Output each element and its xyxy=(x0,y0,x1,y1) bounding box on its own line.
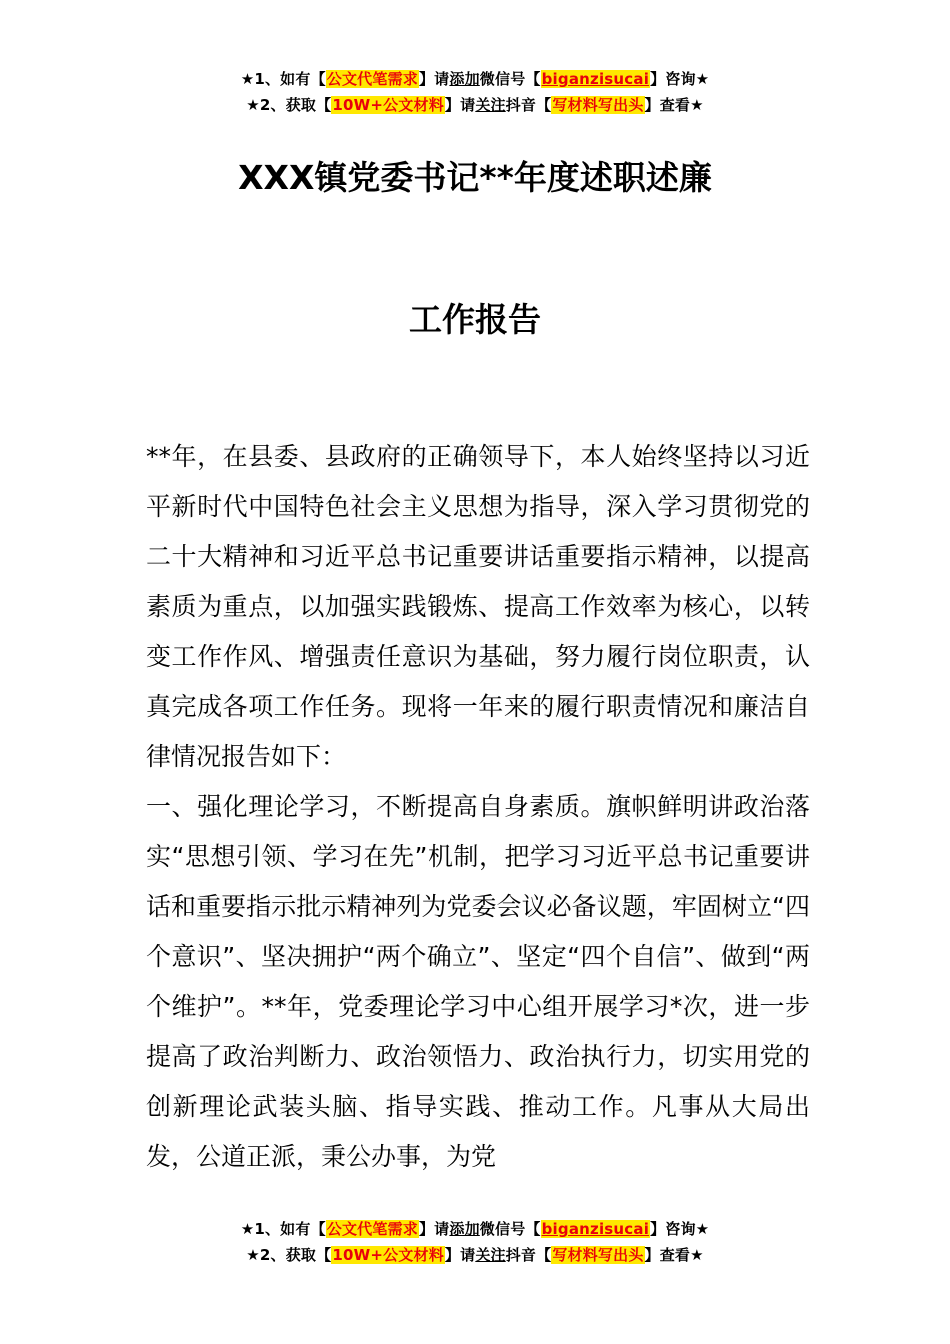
document-body xyxy=(146,432,810,1182)
footer-banner xyxy=(0,1216,950,1268)
banner-line-1: ★1、如有【公文代笔需求】请添加微信号【biganzisucai】咨询★ xyxy=(240,70,710,88)
page-title-line-2: 工作报告 xyxy=(409,300,541,339)
banner-line-2: ★2、获取【10W+公文材料】请关注抖音【写材料写出头】查看★ xyxy=(246,96,704,114)
paragraph-intro: **年，在县委、县政府的正确领导下，本人始终坚持以习近平新时代中国特色社会主义思想为指导，深入学习贯彻党的二十大精神和习近平总书记重要讲话重要指示精神，以提高素质为重点，以加强实践锻炼、提高工作效率为核心，以转变工作作风、增强责任意识为基础，努力履行岗位职责，认真完成各项工作任务。现将一年来的履行职责情况和廉洁自律情况报告如下： xyxy=(146,442,810,771)
footer-line-1: ★1、如有【公文代笔需求】请添加微信号【biganzisucai】咨询★ xyxy=(240,1220,710,1238)
paragraph-section-1: 一、强化理论学习，不断提高自身素质。旗帜鲜明讲政治落实“思想引领、学习在先”机制，把学习习近平总书记重要讲话和重要指示批示精神列为党委会议必备议题，牢固树立“四个意识”、坚决拥护“两个确立”、坚定“四个自信”、做到“两个维护”。**年，党委理论学习中心组开展学习*次，进一步提高了政治判断力、政治领悟力、政治执行力，切实用党的创新理论武装头脑、指导实践、推动工作。凡事从大局出发，公道正派，秉公办事，为党 xyxy=(146,792,810,1171)
page-title: XXX镇党委书记**年度述职述廉 xyxy=(238,158,712,197)
highlight-account: 写材料写出头 xyxy=(552,96,644,114)
wechat-id-link[interactable]: biganzisucai xyxy=(541,70,650,88)
footer-highlight-service: 公文代笔需求 xyxy=(326,1220,418,1238)
header-banner xyxy=(0,66,950,118)
highlight-materials: 10W+公文材料 xyxy=(332,96,444,114)
footer-highlight-materials: 10W+公文材料 xyxy=(332,1246,444,1264)
footer-line-2: ★2、获取【10W+公文材料】请关注抖音【写材料写出头】查看★ xyxy=(246,1246,704,1264)
footer-highlight-account: 写材料写出头 xyxy=(552,1246,644,1264)
footer-wechat-id-link[interactable]: biganzisucai xyxy=(541,1220,650,1238)
highlight-service: 公文代笔需求 xyxy=(326,70,418,88)
